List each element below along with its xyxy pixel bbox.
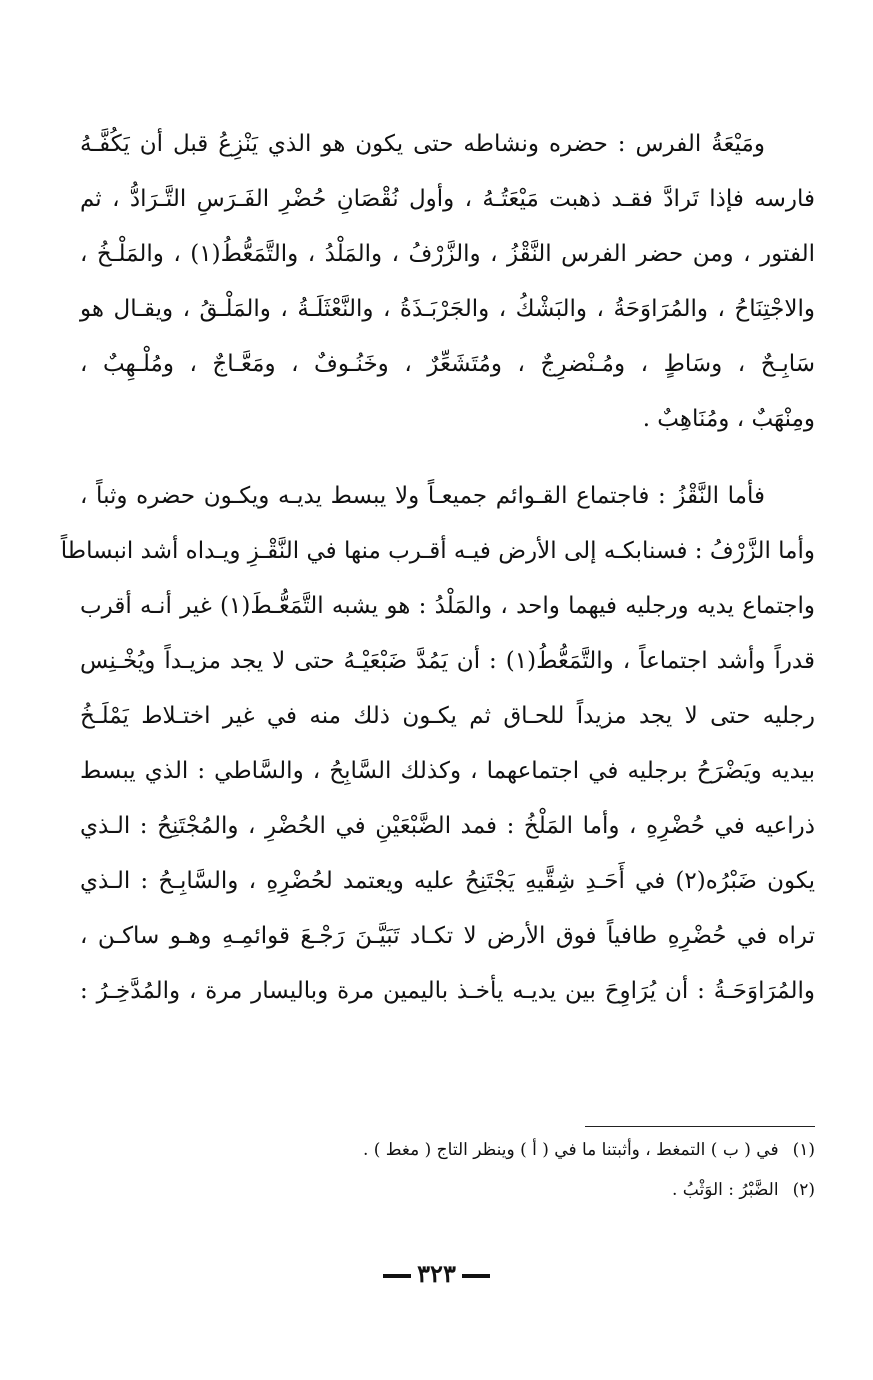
text-line: ومِنْهَبٌ ، ومُنَاهِبٌ . [642, 406, 815, 432]
dash-right [462, 1274, 490, 1278]
text-line: يكون ضَبْرُه(٢) في أَحَـدِ شِقَّيهِ يَجْتَنِحُ عليه ويعتمد لحُضْرِهِ ، والسَّابِـحُ : الـذي [80, 868, 815, 894]
footnote-number: (١) [792, 1140, 815, 1160]
text-line: فأما النَّقْزُ : فاجتماع القـوائم جميعـاً ولا يبسط يديـه ويكـون حضره وثباً ، [80, 483, 765, 509]
text-line: الفتور ، ومن حضر الفرس النَّقْزُ ، والزَّرْفُ ، والمَلْدُ ، والتَّمَعُّطُ(١) ، والمَلْـخُ ، [80, 241, 815, 267]
footnote-item [300, 1170, 815, 1210]
text-line: بيديه ويَضْرَحُ برجليه في اجتماعهما ، وكذلك السَّابِحُ ، والسَّاطي : الذي يبسط [80, 758, 815, 784]
text-line: والاجْتِنَاحُ ، والمُرَاوَحَةُ ، والبَشْكُ ، والجَرْبَـذَةُ ، والنَّعْثَلَـةُ ، والمَلْـقُ ، ويقـال هو [80, 296, 815, 322]
text-line: واجتماع يديه ورجليه فيهما واحد ، والمَلْدُ : هو يشبه التَّمَعُّـطَ(١) غير أنـه أقرب [80, 593, 815, 619]
page-number-value: ٣٢٣ [417, 1259, 456, 1288]
text-line: سَابِـحٌ ، وسَاطٍ ، ومُـنْضرِجٌ ، ومُتَشَعِّرٌ ، وخَنُـوفٌ ، ومَعَّـاجٌ ، ومُلْـهِبٌ ، [80, 351, 815, 377]
footnote-number: (٢) [792, 1180, 815, 1200]
footnote-item [300, 1130, 815, 1170]
text-line: قدراً وأشد اجتماعاً ، والتَّمَعُّطُ(١) : أن يَمُدَّ ضَبْعَيْـهُ حتى لا يجد مزيـداً ويُخْـنِس [80, 648, 815, 674]
footnote-text: الضَّبْرُ : الوَثْبُ . [671, 1180, 779, 1200]
text-line: تراه في حُضْرِهِ طافياً فوق الأرض لا تكـاد تَبَيَّـنَ رَجْـعَ قوائمِـهِ وهـو ساكـن ، [80, 923, 815, 949]
footnotes [300, 1130, 815, 1210]
dash-left [383, 1274, 411, 1278]
text-line: رجليه حتى لا يجد مزيداً للحـاق ثم يكـون ذلك منه في غير اختـلاط يَمْلَـخُ [80, 703, 815, 729]
text-line: والمُرَاوَحَـةُ : أن يُرَاوِحَ بين يديـه يأخـذ باليمين مرة وباليسار مرة ، والمُدَّخِـرُ : [80, 978, 815, 1004]
text-line: وأما الزَّرْفُ : فسنابكـه إلى الأرض فيـه أقـرب منها في النَّقْـزِ ويـداه أشد انبساطاً [60, 538, 815, 564]
footnote-text: في ( ب ) التمغط ، وأثبتنا ما في ( أ ) وينظر التاج ( مغط ) . [362, 1140, 779, 1160]
footnote-divider [585, 1126, 815, 1127]
main-text [60, 117, 815, 1019]
text-line: ذراعيه في حُضْرِهِ ، وأما المَلْخُ : فمد الضَّبْعَيْنِ في الحُضْرِ ، والمُجْتَنِحُ : الـذي [80, 813, 815, 839]
text-line: ومَيْعَةُ الفرس : حضره ونشاطه حتى يكون هو الذي يَنْزِعُ قبل أن يَكُفَّـهُ [80, 131, 765, 157]
text-line: فارسه فإذا تَرادَّ فقـد ذهبت مَيْعَتُـهُ ، وأول نُقْصَانِ حُضْرِ الفَـرَسِ التَّـرَادُّ ، ثم [80, 186, 815, 212]
paragraph-2 [60, 469, 815, 1019]
page-number [0, 1254, 873, 1294]
paragraph-1 [80, 117, 815, 447]
